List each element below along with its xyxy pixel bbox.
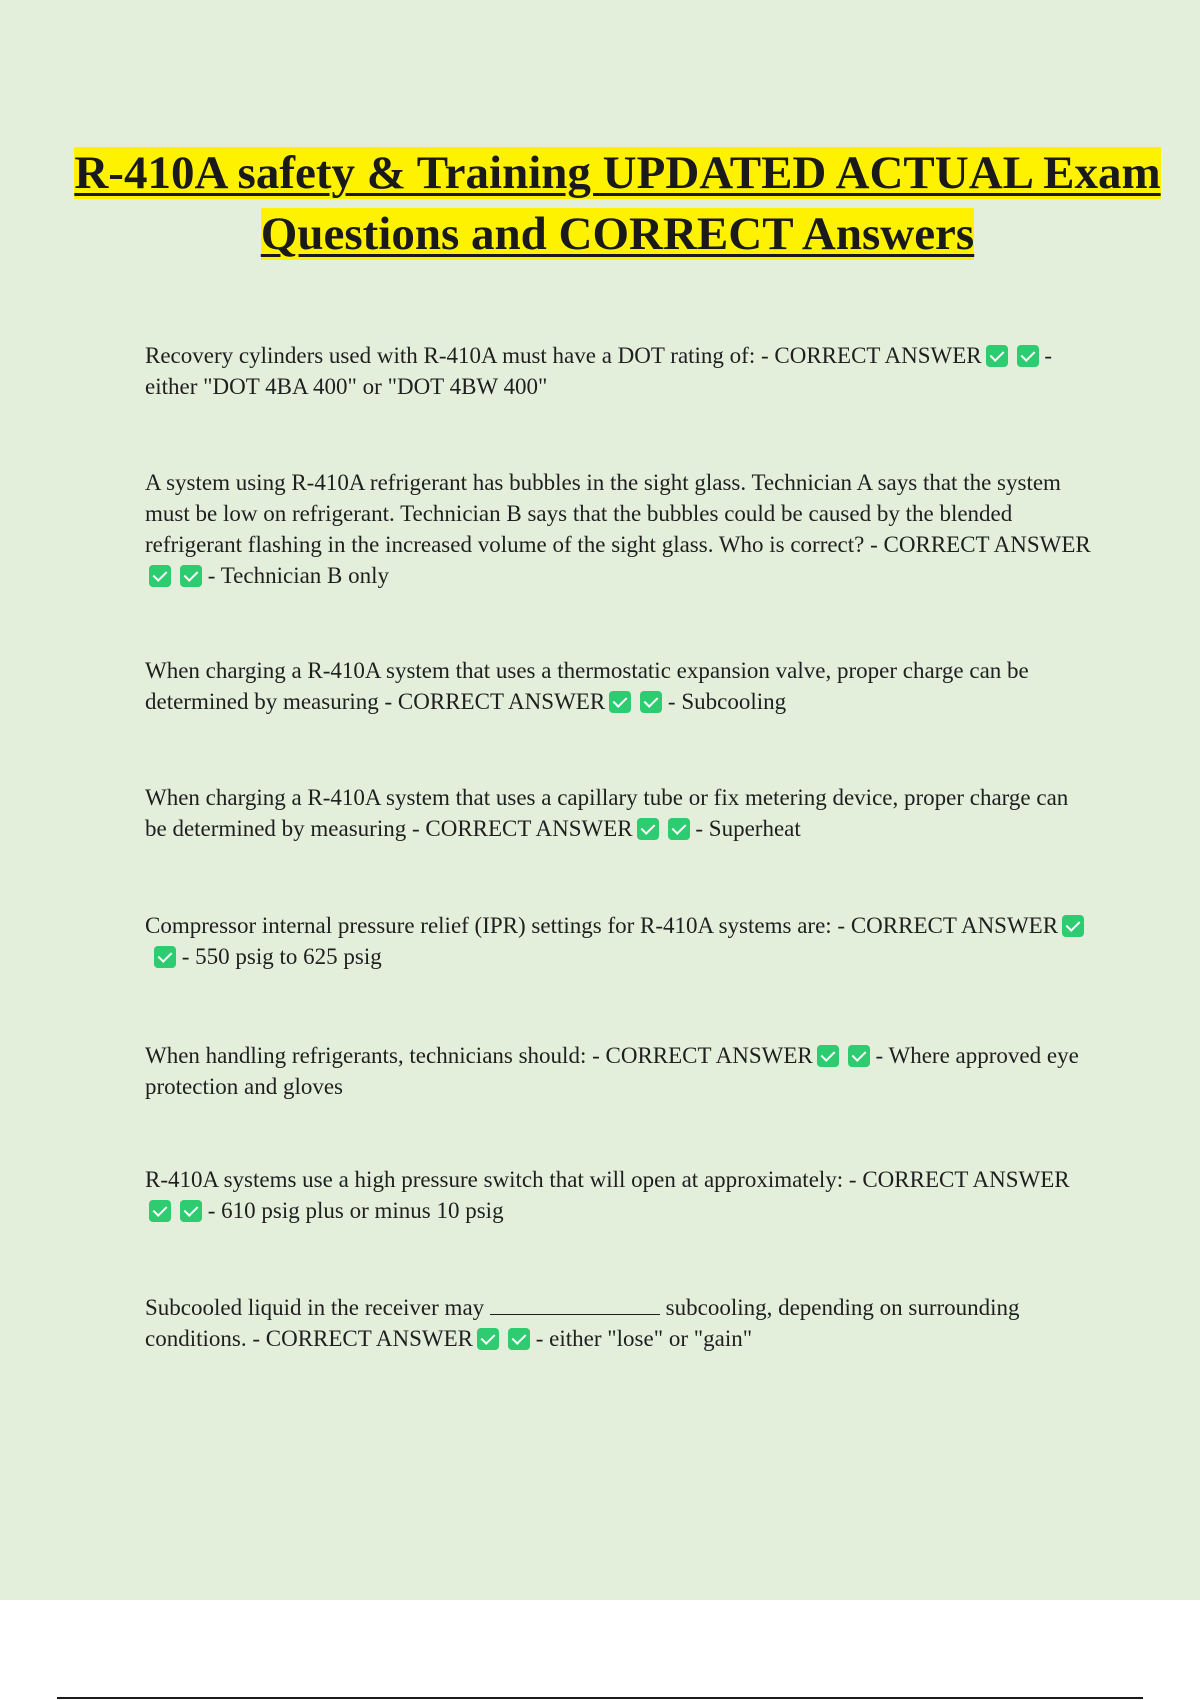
answer-2: - Technician B only: [207, 563, 390, 588]
check-icon: [668, 818, 690, 840]
answer-3: - Subcooling: [667, 689, 787, 714]
answer-4: - Superheat: [695, 816, 801, 841]
check-icon: [149, 565, 171, 587]
check-icon: [986, 345, 1008, 367]
answer-7: - 610 psig plus or minus 10 psig: [207, 1198, 504, 1223]
question-5: Compressor internal pressure relief (IPR) settings for R-410A systems are: - CORRECT ANSWER: [145, 913, 1059, 938]
check-icon: [817, 1045, 839, 1067]
qa-item-7: [145, 1164, 1095, 1226]
check-icon: [149, 1200, 171, 1222]
question-7: R-410A systems use a high pressure switch that will open at approximately: - CORRECT ANSWER: [145, 1167, 1070, 1192]
answer-8: - either "lose" or "gain": [535, 1326, 753, 1351]
document-title-text: R-410A safety & Training UPDATED ACTUAL Exam Questions and CORRECT Answers: [74, 147, 1161, 260]
qa-item-3: [145, 655, 1095, 717]
answer-1: - either "DOT 4BA 400" or "DOT 4BW 400": [145, 343, 1053, 399]
qa-item-6: [145, 1040, 1095, 1102]
check-icon: [477, 1328, 499, 1350]
check-icon: [154, 946, 176, 968]
qa-item-8: [145, 1292, 1095, 1354]
question-6: When handling refrigerants, technicians should: - CORRECT ANSWER: [145, 1043, 813, 1068]
question-8-part-1: Subcooled liquid in the receiver may: [145, 1295, 485, 1320]
question-1: Recovery cylinders used with R-410A must have a DOT rating of: - CORRECT ANSWER: [145, 343, 982, 368]
fill-in-blank: [490, 1296, 660, 1315]
check-icon: [1062, 915, 1084, 937]
qa-item-2: [145, 467, 1095, 591]
footer-divider: [57, 1697, 1143, 1699]
qa-item-1: [145, 340, 1095, 402]
check-icon: [180, 1200, 202, 1222]
answer-6: - Where approved eye protection and gloves: [145, 1043, 1079, 1099]
question-4: When charging a R-410A system that uses a capillary tube or fix metering device, proper charge can be determined by measuring - CORRECT ANSWER: [145, 785, 1069, 841]
check-icon: [609, 691, 631, 713]
question-8-part-2: subcooling, depending on surrounding conditions. - CORRECT ANSWER: [145, 1295, 1020, 1351]
qa-item-4: [145, 782, 1095, 844]
question-2: A system using R-410A refrigerant has bubbles in the sight glass. Technician A says that the system must be low on refrigerant. Technician B says that the bubbles could be caused by the blended refrigerant flashing in the increased volume of the sight glass. Who is correct? - CORRECT ANSWER: [145, 470, 1091, 557]
check-icon: [1017, 345, 1039, 367]
document-title: [60, 143, 1175, 265]
qa-item-5: [145, 910, 1095, 972]
check-icon: [637, 818, 659, 840]
check-icon: [508, 1328, 530, 1350]
check-icon: [848, 1045, 870, 1067]
answer-5: - 550 psig to 625 psig: [181, 944, 382, 969]
check-icon: [640, 691, 662, 713]
question-3: When charging a R-410A system that uses a thermostatic expansion valve, proper charge can be determined by measuring - CORRECT ANSWER: [145, 658, 1029, 714]
check-icon: [180, 565, 202, 587]
